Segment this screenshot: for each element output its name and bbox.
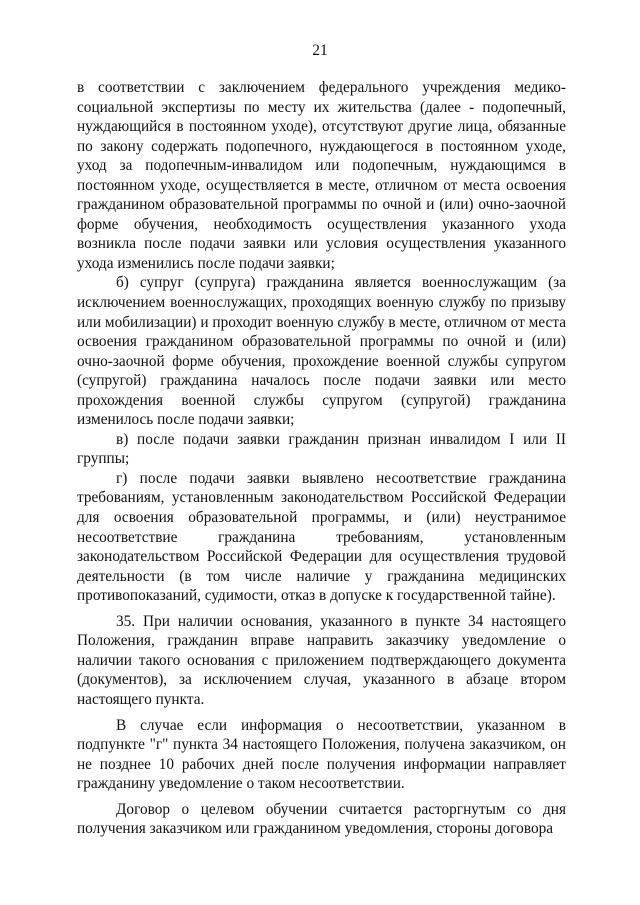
paragraph-continuation: в соответствии с заключением федерального учреждения медико-социальной экспертизы по месту их жительства (далее - подопечный, нуждающийся в постоянном уходе), отсутствуют другие лица, обязанные по закону содержать подопечного, нуждающегося в постоянном уходе, уход за подопечным-инвалидом или подопечным, нуждающимся в постоянном уходе, осуществляется в месте, отличном от места освоения гражданином образовательной программы по очной и (или) очно-заочной форме обучения, необходимость осуществления указанного ухода возникла после подачи заявки или условия осуществления указанного ухода изменились после подачи заявки; (77, 79, 566, 272)
paragraph-clause-35-second: В случае если информация о несоответствии, указанном в подпункте "г" пункта 34 настоящего Положения, получена заказчиком, он не позднее 10 рабочих дней после получения информации направляет гражданину уведомление о таком несоответствии. (77, 716, 566, 793)
paragraph-item-g: г) после подачи заявки выявлено несоответствие гражданина требованиям, установленным законодательством Российской Федерации для освоения образовательной программы, и (или) неустранимое несоответствие гражданина требованиям, установленным законодательством Российской Федерации для осуществления трудовой деятельности (в том числе наличие у гражданина медицинских противопоказаний, судимости, отказ в допуске к государственной тайне). (77, 469, 566, 605)
paragraph-item-b: б) супруг (супруга) гражданина является военнослужащим (за исключением военнослужащих, проходящих военную службу по призыву или мобилизации) и проходит военную службу в месте, отличном от места освоения гражданином образовательной программы по очной и (или) очно-заочной форме обучения, прохождение военной службы супругом (супругой) гражданина началось после подачи заявки или место прохождения военной службы супругом (супругой) гражданина изменилось после подачи заявки; (77, 274, 566, 429)
paragraph-clause-35-third: Договор о целевом обучении считается расторгнутым со дня получения заказчиком или гражданином уведомления, стороны договора (77, 800, 566, 838)
page-number: 21 (312, 42, 328, 59)
paragraph-item-v: в) после подачи заявки гражданин признан инвалидом I или II группы; (77, 430, 566, 468)
paragraph-clause-35: 35. При наличии основания, указанного в пункте 34 настоящего Положения, гражданин вправе направить заказчику уведомление о наличии такого основания с приложением подтверждающего документа (документов), за исключением случая, указанного в абзаце втором настоящего пункта. (77, 612, 566, 708)
document-body (77, 78, 566, 839)
